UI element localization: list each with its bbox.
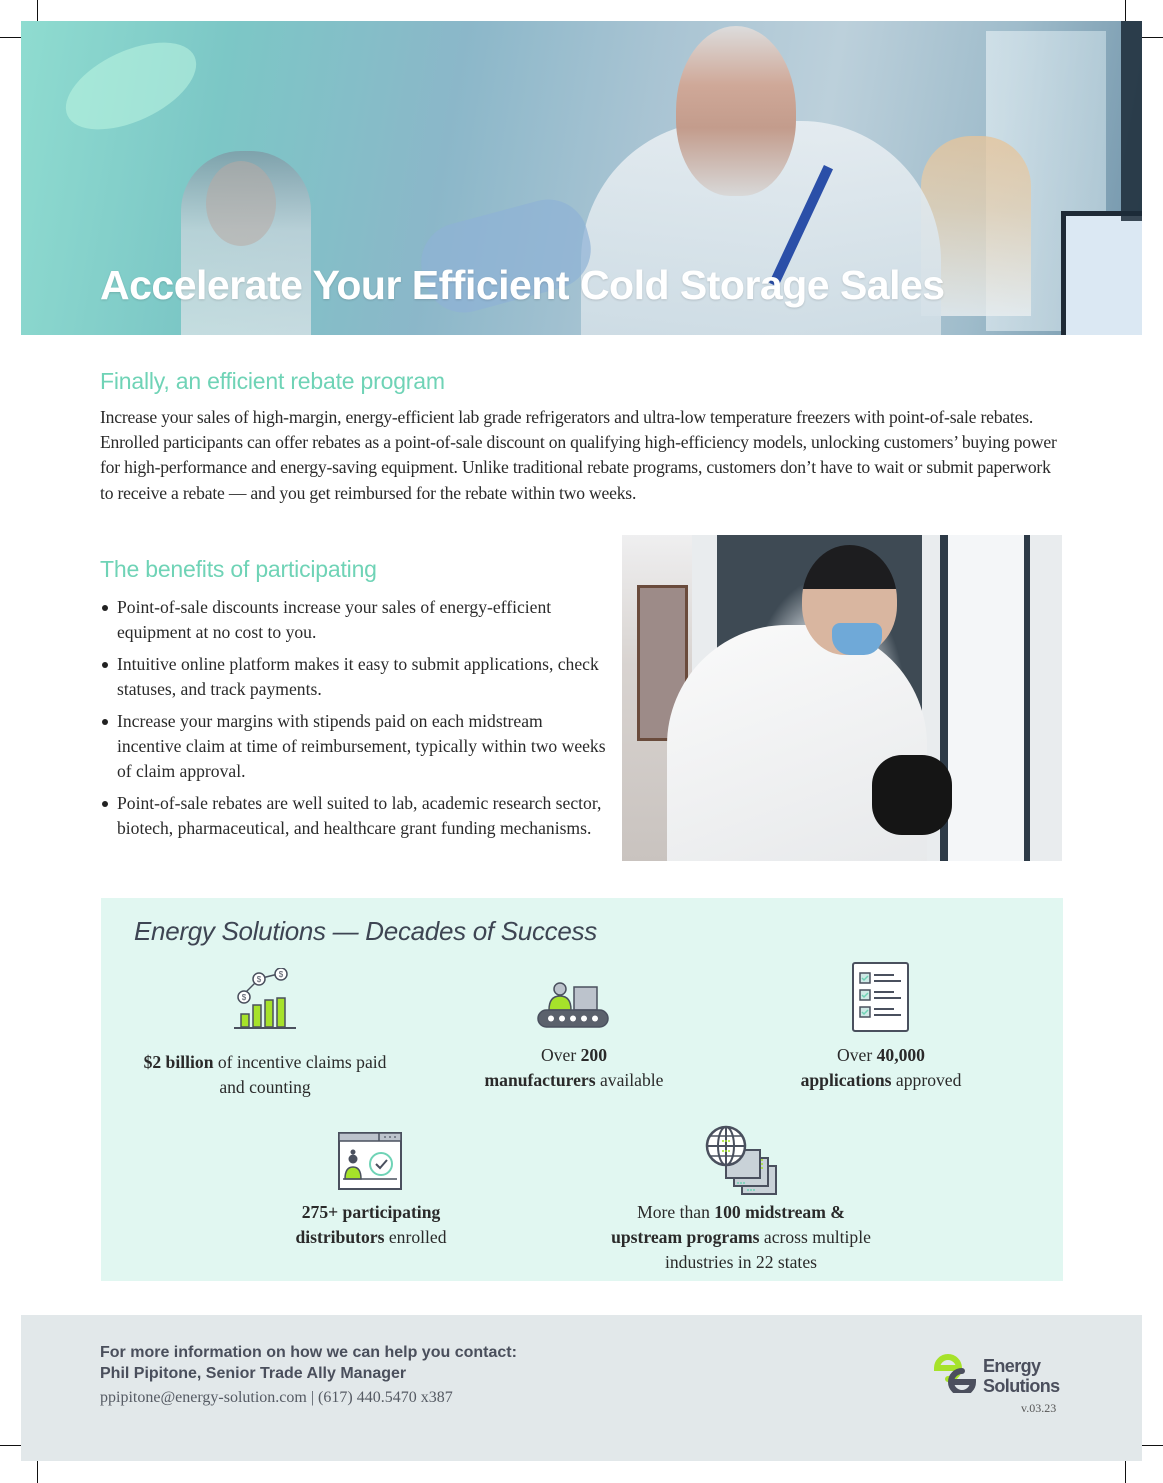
benefits-list [100,595,610,848]
section-heading-benefits: The benefits of participating [100,556,377,582]
stat-applications: Over 40,000 applications approved [800,1045,962,1090]
contact-email-phone[interactable]: ppipitone@energy-solution.com | (617) 440.5470 x387 [100,1389,453,1406]
version-label: v.03.23 [1021,1401,1057,1415]
section-heading-rebate-program: Finally, an efficient rebate program [100,368,445,394]
logo-wordmark: Energy Solutions [983,1356,1060,1396]
benefit-item: Intuitive online platform makes it easy to submit applications, check statuses, and track payments. [100,652,610,702]
stat-incentive-claims: $2 billion of incentive claims paid and counting [143,1052,387,1097]
contact-intro: For more information on how we can help you contact: [100,1344,517,1361]
distributor-approved-icon [337,1131,403,1191]
stat-distributors: 275+ participating distributors enrolled [295,1202,447,1247]
intro-paragraph: Increase your sales of high-margin, energy-efficient lab grade refrigerators and ultra-low temperature freezers with point-of-sale rebates. Enrolled participants can offer rebates as a point-of-sale discount on qualifying high-efficiency models, unlocking customers’ buying power for high-performance and energy-saving equipment. Unlike traditional rebate programs, customers don’t have to wait or submit paperwork to receive a rebate — and you get reimbursed for the rebate within two weeks. [100,407,1057,503]
benefit-item: Point-of-sale rebates are well suited to lab, academic research sector, biotech, pharmaceutical, and healthcare grant funding mechanisms. [100,791,610,841]
stats-title: Energy Solutions — Decades of Success [134,916,597,946]
energy-solutions-logo-icon [933,1353,979,1393]
svg-text:$: $ [278,970,284,979]
stats-panel [101,898,1063,1281]
svg-text:$: $ [256,975,262,984]
benefit-item: Point-of-sale discounts increase your sales of energy-efficient equipment at no cost to you. [100,595,610,645]
contact-footer [21,1315,1142,1461]
conveyor-manufacturer-icon [536,980,610,1032]
svg-text:$: $ [241,993,247,1002]
stat-programs: More than 100 midstream & upstream programs across multiple industries in 22 states [611,1202,871,1272]
stat-manufacturers: Over 200 manufacturers available [484,1045,664,1090]
money-growth-chart-icon [232,968,300,1032]
contact-name: Phil Pipitone, Senior Trade Ally Manager [100,1365,407,1382]
checklist-icon [851,961,911,1033]
freezer-technician-photo [622,535,1062,861]
benefit-item: Increase your margins with stipends paid on each midstream incentive claim at time of reimbursement, typically within two weeks of claim approval. [100,709,610,784]
globe-programs-icon [704,1124,780,1198]
page-title: Accelerate Your Efficient Cold Storage Sales [100,262,945,308]
